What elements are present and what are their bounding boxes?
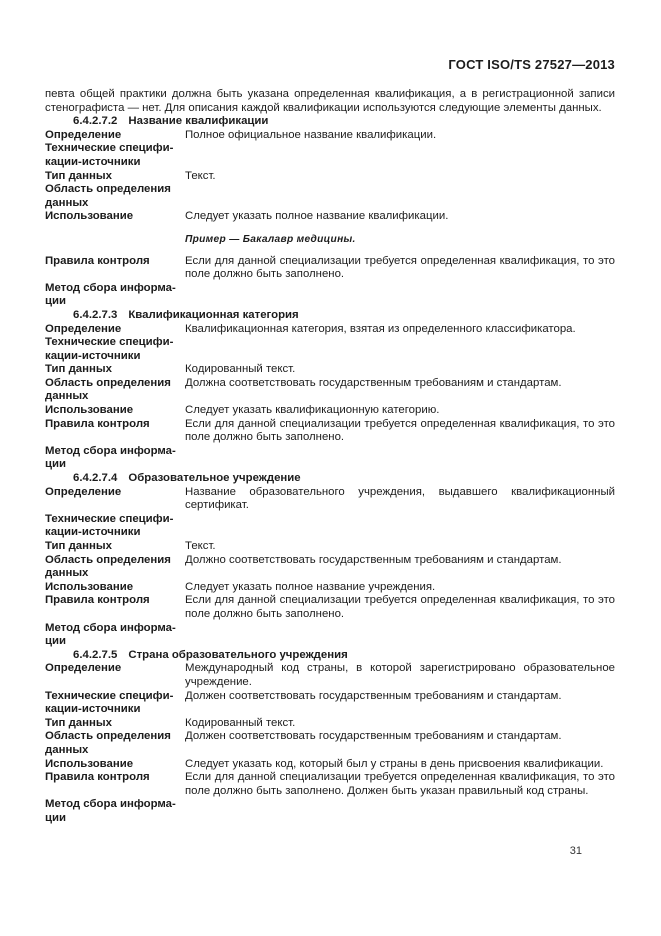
definition-text: Полное официальное название квалификации. (185, 128, 437, 141)
definition-row (45, 445, 615, 472)
section-6.4.2.7.4 (45, 472, 615, 649)
definition-text: Должно соответствовать государственным требованиям и стандартам. (185, 553, 562, 566)
term-label: Правила контроля (45, 594, 150, 607)
definition-row (45, 323, 615, 337)
definition-row (45, 798, 615, 825)
term-label: Использование (45, 404, 134, 417)
term-label: Тип данных (45, 716, 112, 729)
definition-row (45, 594, 615, 621)
term-label: Определение (45, 128, 122, 141)
definition-row (45, 662, 615, 689)
definition-row (45, 282, 615, 309)
term-label: Технические специфи-кации-источники (45, 512, 174, 539)
definition-text: Следует указать код, который был у страны в день присвоения квалификации. (185, 757, 604, 770)
term-label: Определение (45, 322, 122, 335)
definition-row (45, 404, 615, 418)
definition-row (45, 690, 615, 717)
definition-text: Следует указать квалификационную категорию. (185, 404, 440, 417)
definition-row (45, 486, 615, 513)
section-number: 6.4.2.7.5 (73, 648, 118, 661)
definition-row (45, 142, 615, 169)
definition-text: Следует указать полное название квалификации. (185, 210, 449, 223)
section-number: 6.4.2.7.3 (73, 308, 118, 321)
term-label: Определение (45, 485, 122, 498)
definition-row (45, 758, 615, 772)
term-label: Использование (45, 210, 134, 223)
definition-text: Следует указать полное название учреждения. (185, 580, 436, 593)
definition-text: Если для данной специализации требуется определенная квалификация, то это поле должно быть заполнено. (185, 254, 615, 281)
definition-text: Международный код страны, в которой зарегистрировано образовательное учреждение. (185, 662, 615, 688)
term-label: Использование (45, 580, 134, 593)
definition-row (45, 554, 615, 581)
section-title: Страна образовательного учреждения (128, 648, 348, 661)
term-label: Тип данных (45, 169, 112, 182)
definition-text: Кодированный текст. (185, 363, 296, 376)
definition-row (45, 210, 615, 224)
term-label: Правила контроля (45, 254, 150, 267)
term-label: Правила контроля (45, 771, 150, 784)
term-label: Тип данных (45, 540, 112, 552)
definition-text: Текст. (185, 540, 216, 552)
term-label: Технические специфи-кации-источники (45, 689, 174, 716)
definition-row (45, 730, 615, 757)
example-text: Пример — Бакалавр медицины. (185, 233, 356, 245)
definition-row (45, 622, 615, 649)
term-label: Область определения данных (45, 183, 171, 209)
definition-text: Должен соответствовать государственным требованиям и стандартам. (185, 689, 562, 702)
definition-text: Должен соответствовать государственным требованиям и стандартам. (185, 730, 562, 743)
term-label: Тип данных (45, 363, 112, 376)
section-6.4.2.7.5 (45, 649, 615, 826)
example-row (45, 233, 615, 247)
definition-row (45, 129, 615, 143)
section-number: 6.4.2.7.2 (73, 115, 118, 128)
section-heading (73, 309, 615, 323)
definition-row (45, 513, 615, 540)
term-label: Метод сбора информа-ции (45, 281, 176, 308)
definition-row (45, 418, 615, 445)
definition-row (45, 771, 615, 798)
definition-row (45, 183, 615, 210)
section-title: Квалификационная категория (128, 308, 299, 321)
section-heading (73, 472, 615, 486)
term-label: Правила контроля (45, 417, 150, 430)
definition-text: Если для данной специализации требуется определенная квалификация, то это поле должно быть заполнено. Должен быть указан правильный код страны. (185, 771, 615, 797)
term-label: Область определения данных (45, 553, 171, 580)
document-body (45, 115, 615, 825)
definition-row (45, 336, 615, 363)
section-title: Название квалификации (128, 115, 269, 128)
section-number: 6.4.2.7.4 (73, 472, 118, 485)
definition-row (45, 255, 615, 282)
intro-paragraph: певта общей практики должна быть указана определенная квалификация, а в регистрационной записи стенографиста — нет. Для описания каждой квалификации используются следующие элементы данных. (45, 88, 615, 114)
definition-text: Если для данной специализации требуется определенная квалификация, то это поле должно быть заполнено. (185, 594, 615, 620)
term-label: Технические специфи-кации-источники (45, 336, 174, 362)
term-label: Технические специфи-кации-источники (45, 142, 174, 168)
section-6.4.2.7.3 (45, 309, 615, 472)
page-number: 31 (569, 845, 582, 857)
section-heading (73, 649, 615, 663)
term-label: Метод сбора информа-ции (45, 444, 176, 471)
definition-row (45, 377, 615, 404)
section-heading (73, 115, 615, 129)
definition-row (45, 717, 615, 731)
term-label: Определение (45, 662, 122, 675)
section-title: Образовательное учреждение (128, 472, 301, 485)
term-label: Метод сбора информа-ции (45, 621, 176, 648)
definition-row (45, 170, 615, 184)
definition-text: Квалификационная категория, взятая из определенного классификатора. (185, 322, 576, 335)
definition-row (45, 540, 615, 554)
term-label: Область определения данных (45, 730, 171, 756)
running-header: ГОСТ ISO/TS 27527—2013 (448, 57, 615, 72)
definition-text: Должна соответствовать государственным требованиям и стандартам. (185, 376, 562, 389)
definition-text: Название образовательного учреждения, выдавшего квалификационный сертификат. (185, 485, 615, 512)
term-label: Метод сбора информа-ции (45, 798, 176, 824)
definition-text: Если для данной специализации требуется определенная квалификация, то это поле должно быть заполнено. (185, 417, 615, 444)
definition-text: Текст. (185, 169, 216, 182)
section-6.4.2.7.2 (45, 115, 615, 309)
definition-row (45, 581, 615, 595)
definition-text: Кодированный текст. (185, 716, 296, 729)
definition-row (45, 363, 615, 377)
term-label: Область определения данных (45, 376, 171, 403)
term-label: Использование (45, 757, 134, 770)
